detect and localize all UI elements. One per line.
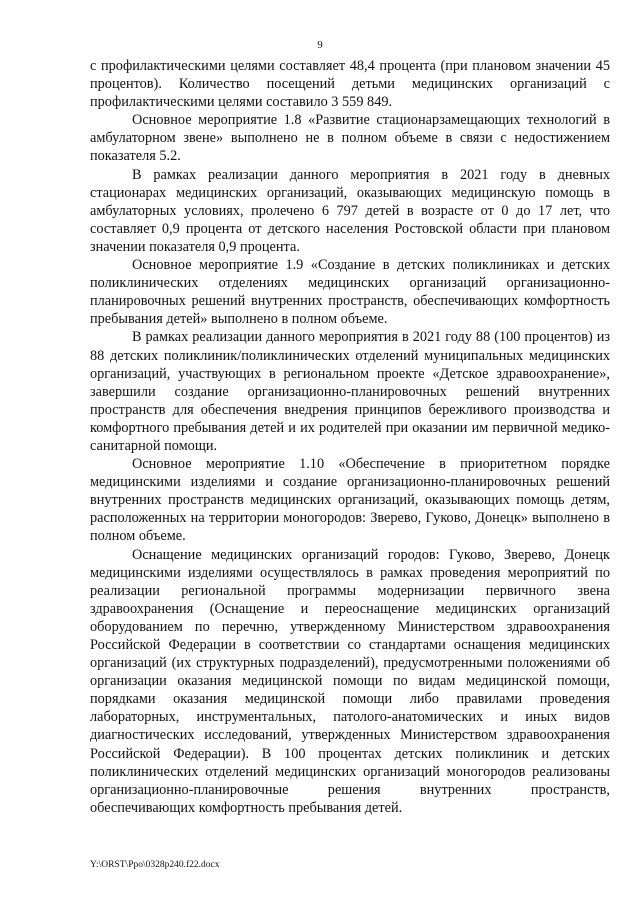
paragraph-clinics-88: В рамках реализации данного мероприятия в 2021 году 88 (100 процентов) из 88 детских поликлиник/поликлинических отделений муниципальных медицинских организаций, участвующих в региональном проекте «Детское здравоохранение», завершили создание организационно-планировочных решений внутренних пространств для обеспечения внедрения принципов бережливого производства и комфортного пребывания детей и их родителей при оказании им первичной медико-санитарной помощи.: [90, 329, 610, 454]
paragraph-equipment: Оснащение медицинских организаций городов: Гуково, Зверево, Донецк медицинскими изделиями осуществлялось в рамках проведения мероприятий по реализации региональной программы модернизации первичного звена здравоохранения (Оснащение и переоснащение медицинских организаций оборудованием по перечню, утвержденному Министерством здравоохранения Российской Федерации в соответствии со стандартами оснащения медицинских организаций (их структурных подразделений), предусмотренными положениями об организации оказания медицинской помощи по видам медицинской помощи, порядками оказания медицинской помощи либо правилами проведения лабораторных, инструментальных, патолого-анатомических и иных видов диагностических исследований, утвержденных Министерством здравоохранения Российской Федерации). В 100 процентах детских поликлиник и детских поликлинических отделений медицинских организаций моногородов реализованы организационно-планировочные решения внутренних пространств, обеспечивающих комфортность пребывания детей.: [90, 546, 610, 816]
paragraph-measure-1-9: Основное мероприятие 1.9 «Создание в детских поликлиниках и детских поликлинических отделениях медицинских организаций организационно-планировочных решений внутренних пространств, обеспечивающих комфортность пребывания детей» выполнено в полном объеме.: [90, 257, 610, 328]
paragraph-continuation: с профилактическими целями составляет 48,4 процента (при плановом значении 45 процентов). Количество посещений детьми медицинских организаций с профилактическими целями составило 3 559 849.: [90, 58, 610, 111]
document-body: [90, 57, 610, 817]
paragraph-measure-1-10: Основное мероприятие 1.10 «Обеспечение в приоритетном порядке медицинскими изделиями и создание организационно-планировочных решений внутренних пространств медицинских организаций, оказывающих помощь детям, расположенных на территории моногородов: Зверево, Гуково, Донецк» выполнено в полном объеме.: [90, 456, 610, 545]
page-number: 9: [317, 39, 323, 51]
file-path-footer: Y:\ORST\Ppo\0328p240.f22.docx: [90, 860, 220, 870]
paragraph-day-hospitals: В рамках реализации данного мероприятия в 2021 году в дневных стационарах медицинских организаций, оказывающих медицинскую помощь в амбулаторных условиях, пролечено 6 797 детей в возрасте от 0 до 17 лет, что составляет 0,9 процента от детского населения Ростовской области при плановом значении показателя 0,9 процента.: [90, 166, 610, 255]
paragraph-measure-1-8: Основное мероприятие 1.8 «Развитие стационарзамещающих технологий в амбулаторном звене» выполнено не в полном объеме в связи с недостижением показателя 5.2.: [90, 112, 610, 165]
